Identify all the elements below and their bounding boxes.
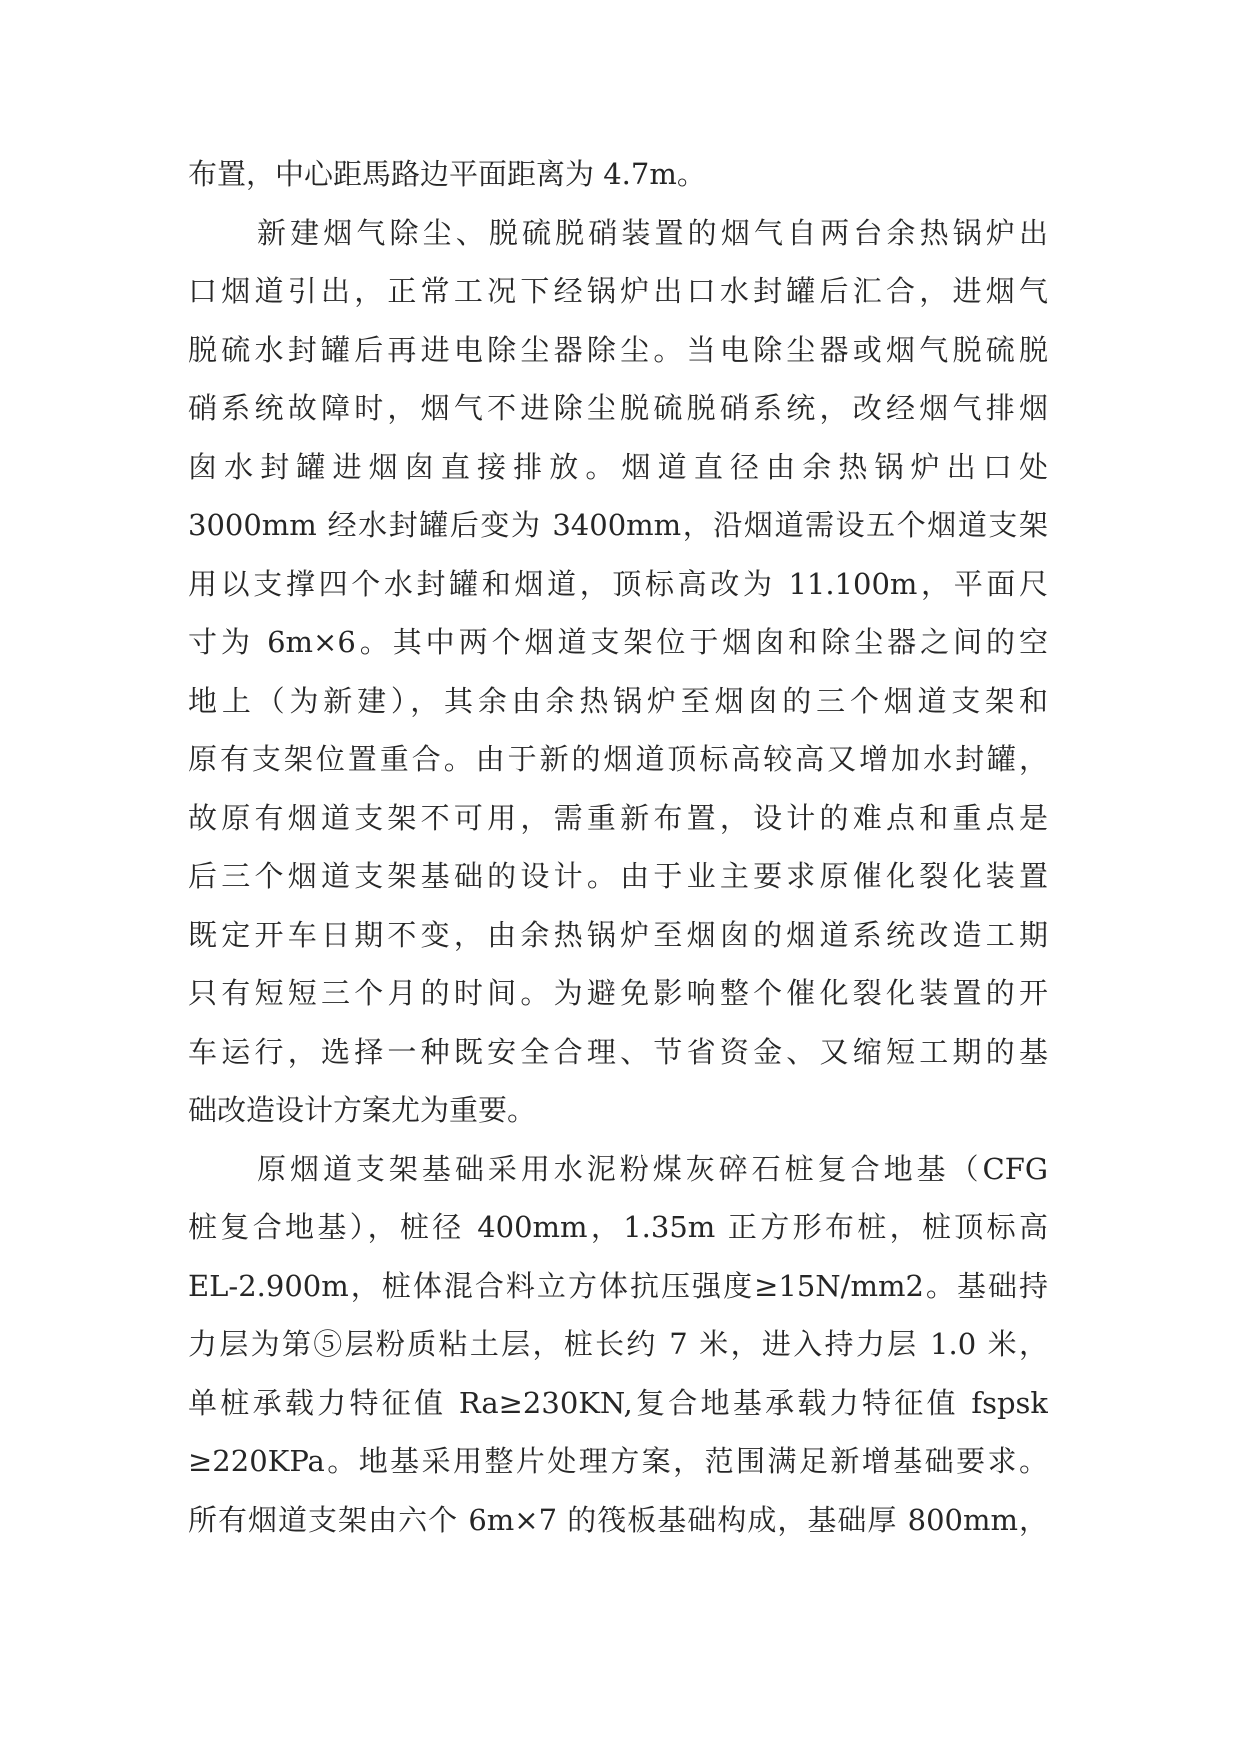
paragraph-last-line: 础改造设计方案尤为重要。 [188,1093,537,1127]
text-line: 硝系统故障时，烟气不进除尘脱硫脱硝系统，改经烟气排烟 [188,391,1048,425]
paragraph-first-line: 原烟道支架基础采用水泥粉煤灰碎石桩复合地基（CFG [257,1151,1048,1186]
text-line: 既定开车日期不变，由余热锅炉至烟囱的烟道系统改造工期 [188,917,1048,952]
text-line: 车运行，选择一种既安全合理、节省资金、又缩短工期的基 [188,1034,1048,1069]
text-line: 原有支架位置重合。由于新的烟道顶标高较高又增加水封罐， [188,742,1048,776]
text-line: 故原有烟道支架不可用，需重新布置，设计的难点和重点是 [188,800,1048,835]
text-line: 只有短短三个月的时间。为避免影响整个催化裂化装置的开 [188,976,1048,1010]
text-line: 桩复合地基），桩径 400mm，1.35m 正方形布桩，桩顶标高 [188,1210,1048,1244]
text-line: ≥220KPa。地基采用整片处理方案，范围满足新增基础要求。 [188,1444,1048,1478]
text-line: 单桩承载力特征值 Ra≥230KN,复合地基承载力特征值 fspsk [188,1385,1048,1420]
text-line: 口烟道引出，正常工况下经锅炉出口水封罐后汇合，进烟气 [188,274,1048,308]
text-line: 地上（为新建），其余由余热锅炉至烟囱的三个烟道支架和 [188,683,1048,718]
text-line: 脱硫水封罐后再进电除尘器除尘。当电除尘器或烟气脱硫脱 [188,332,1048,367]
body-text [188,145,1048,1549]
text-line: 后三个烟道支架基础的设计。由于业主要求原催化裂化装置 [188,859,1048,893]
text-line: 3000mm 经水封罐后变为 3400mm，沿烟道需设五个烟道支架 [188,508,1048,542]
text-line: 囱水封罐进烟囱直接排放。烟道直径由余热锅炉出口处 [188,449,1048,484]
text-line: 寸为 6m×6。其中两个烟道支架位于烟囱和除尘器之间的空 [188,625,1048,659]
text-line: 所有烟道支架由六个 6m×7 的筏板基础构成，基础厚 800mm， [188,1502,1048,1537]
text-line: 布置，中心距馬路边平面距离为 4.7m。 [188,157,706,191]
text-line: 力层为第⑤层粉质粘土层，桩长约 7 米，进入持力层 1.0 米， [188,1327,1048,1361]
paragraph-first-line: 新建烟气除尘、脱硫脱硝装置的烟气自两台余热锅炉出 [257,215,1048,250]
text-line: EL-2.900m，桩体混合料立方体抗压强度≥15N/mm2。基础持 [188,1268,1048,1303]
text-line: 用以支撑四个水封罐和烟道，顶标高改为 11.100m，平面尺 [188,566,1048,601]
